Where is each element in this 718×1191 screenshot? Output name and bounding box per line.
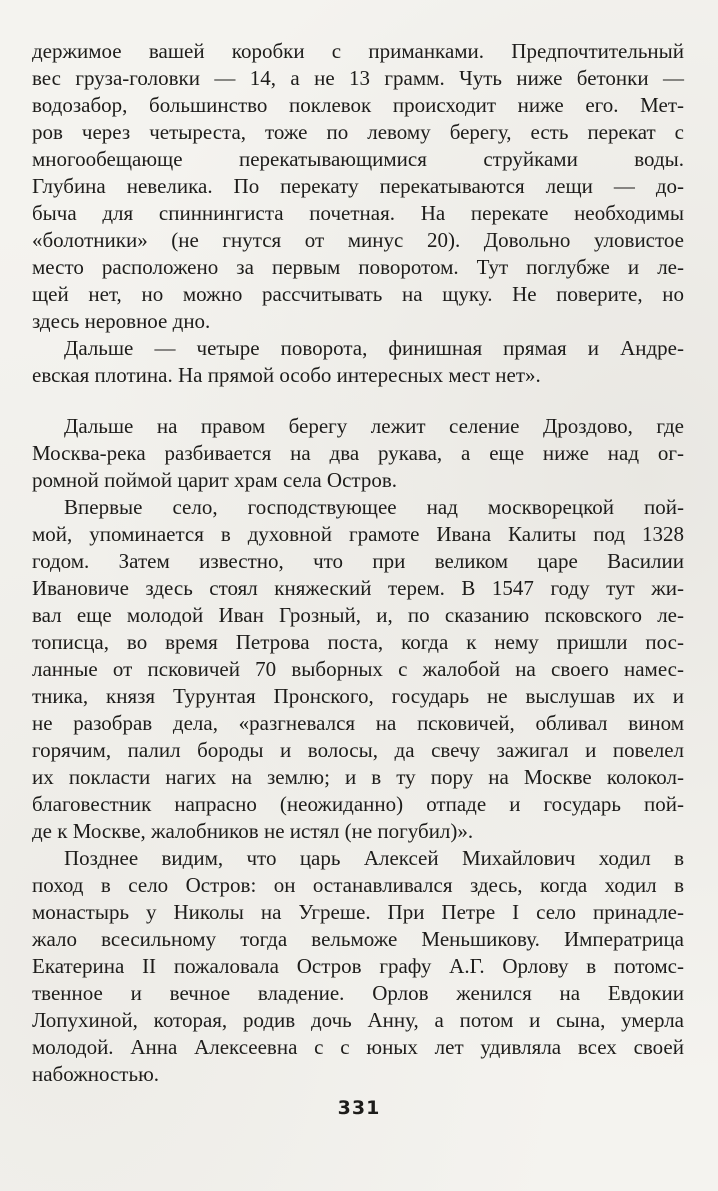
text-line: Дальше на правом берегу лежит селение Дроздово, где	[64, 414, 684, 438]
text-line: их покласти нагих на землю; и в ту пору на Москве колокол-	[32, 765, 684, 789]
text-line: Екатерина II пожаловала Остров графу А.Г. Орлову в потомс-	[32, 954, 684, 978]
page-number: 331	[337, 1097, 381, 1119]
text-line: Лопухиной, которая, родив дочь Анну, а потом и сына, умерла	[32, 1008, 684, 1032]
text-line: щей нет, но можно рассчитывать на щуку. Не поверите, но	[32, 282, 684, 306]
text-line: благовестник напрасно (неожиданно) отпаде и государь пой-	[32, 792, 684, 816]
text-line: «болотники» (не гнутся от минус 20). Довольно уловистое	[32, 228, 684, 252]
text-line: набожностью.	[32, 1062, 160, 1086]
text-line: Глубина невелика. По перекату перекатываются лещи — до-	[32, 174, 684, 198]
text-line: вал еще молодой Иван Грозный, и, по сказанию псковского ле-	[32, 603, 684, 627]
text-line: Позднее видим, что царь Алексей Михайлович ходил в	[64, 846, 684, 870]
text-line: место расположено за первым поворотом. Тут поглубже и ле-	[32, 255, 684, 279]
text-block-fishing-route	[32, 38, 684, 389]
text-line: держимое вашей коробки с приманками. Предпочтительный	[32, 39, 684, 63]
text-line: молодой. Анна Алексеевна с с юных лет удивляла всех своей	[32, 1035, 684, 1059]
text-line: вес груза-головки — 14, а не 13 грамм. Чуть ниже бетонки —	[32, 66, 684, 90]
text-line: ланные от псковичей 70 выборных с жалобой на своего намес-	[32, 657, 684, 681]
text-line: де к Москве, жалобников не истял (не погубил)».	[32, 819, 474, 843]
text-line: Дальше — четыре поворота, финишная прямая и Андре-	[64, 336, 684, 360]
text-line: Ивановиче здесь стоял княжеский терем. В 1547 году тут жи-	[32, 576, 684, 600]
text-line: мой, упоминается в духовной грамоте Ивана Калиты под 1328	[32, 522, 684, 546]
text-line: быча для спиннингиста почетная. На перекате необходимы	[32, 201, 684, 225]
text-line: евская плотина. На прямой особо интересных мест нет».	[32, 363, 541, 387]
text-line: здесь неровное дно.	[32, 309, 211, 333]
text-line: горячим, палил бороды и волосы, да свечу зажигал и повелел	[32, 738, 684, 762]
text-line: жало всесильному тогда вельможе Меньшикову. Императрица	[32, 927, 684, 951]
text-line: Впервые село, господствующее над москворецкой пой-	[64, 495, 684, 519]
text-line: монастырь у Николы на Угреше. При Петре I село принадле-	[32, 900, 684, 924]
text-block-ostrov-history	[32, 413, 684, 1088]
text-line: тописца, во время Петрова поста, когда к нему пришли пос-	[32, 630, 684, 654]
text-line: не разобрав дела, «разгневался на псковичей, обливал вином	[32, 711, 684, 735]
text-line: ромной поймой царит храм села Остров.	[32, 468, 397, 492]
text-line: ров через четыреста, тоже по левому берегу, есть перекат с	[32, 120, 684, 144]
text-line: годом. Затем известно, что при великом царе Василии	[32, 549, 684, 573]
text-line: твенное и вечное владение. Орлов женился на Евдокии	[32, 981, 684, 1005]
text-line: поход в село Остров: он останавливался здесь, когда ходил в	[32, 873, 684, 897]
text-line: многообещающе перекатывающимися струйками воды.	[32, 147, 684, 171]
text-line: тника, князя Турунтая Пронского, государь не выслушав их и	[32, 684, 684, 708]
text-line: водозабор, большинство поклевок происходит ниже его. Мет-	[32, 93, 684, 117]
text-line: Москва-река разбивается на два рукава, а еще ниже над ог-	[32, 441, 684, 465]
